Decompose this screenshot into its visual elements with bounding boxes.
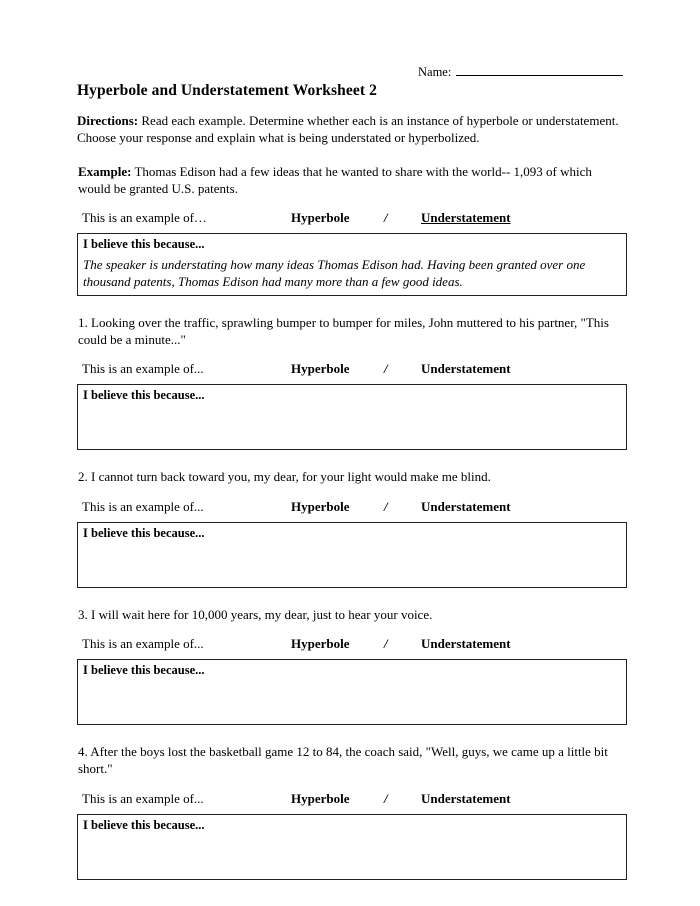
question-4 [77,743,627,880]
question-3 [77,606,627,725]
question-3-option-hyperbole[interactable]: Hyperbole [291,635,350,651]
question-3-choice-prompt: This is an example of... [82,635,204,651]
question-4-response-box[interactable] [77,814,627,880]
question-2-choice-row [82,499,627,515]
question-2-option-understatement[interactable]: Understatement [421,498,511,514]
question-1-choice-row [82,361,627,377]
question-1-option-hyperbole[interactable]: Hyperbole [291,361,350,377]
example-option-separator: / [384,210,388,226]
question-4-option-understatement[interactable]: Understatement [421,790,511,806]
worksheet-content [77,112,627,880]
question-3-response-label: I believe this because... [83,662,205,677]
directions-label: Directions: [77,113,139,128]
question-2-response-label: I believe this because... [83,525,205,540]
question-1-option-separator: / [384,361,388,377]
question-1-response-label: I believe this because... [83,388,205,403]
question-4-option-separator: / [384,790,388,806]
question-1-response-box[interactable] [77,384,627,450]
question-4-option-hyperbole[interactable]: Hyperbole [291,790,350,806]
name-field-row [418,64,623,80]
question-1-text: 1. Looking over the traffic, sprawling bumper to bumper for miles, John muttered to his partner, "This could be a minute..." [78,314,609,348]
question-3-text: 3. I will wait here for 10,000 years, my dear, just to hear your voice. [78,606,433,622]
directions-paragraph [77,112,627,147]
directions-text: Read each example. Determine whether each is an instance of hyperbole or understatement. Choose your response and explain what is being understated or hyperbolized. [77,113,619,146]
example-choice-row [82,210,627,226]
example-option-understatement[interactable]: Understatement [421,210,511,226]
page-title: Hyperbole and Understatement Worksheet 2 [77,82,377,99]
example-response-box [77,233,627,296]
question-2-choice-prompt: This is an example of... [82,498,204,514]
question-3-choice-row [82,636,627,652]
question-1-option-understatement[interactable]: Understatement [421,361,511,377]
question-4-text: 4. After the boys lost the basketball game 12 to 84, the coach said, "Well, guys, we came up a little bit short." [78,743,608,777]
question-2-option-separator: / [384,498,388,514]
question-2-text: 2. I cannot turn back toward you, my dear, for your light would make me blind. [78,469,491,485]
example-response-label: I believe this because... [83,237,205,252]
question-2 [77,468,627,587]
question-1-choice-prompt: This is an example of... [82,361,204,377]
question-1 [77,314,627,451]
question-4-choice-row [82,791,627,807]
example-stem [78,163,627,198]
question-3-option-separator: / [384,635,388,651]
question-2-option-hyperbole[interactable]: Hyperbole [291,498,350,514]
example-label: Example: [78,163,132,179]
example-response-text: The speaker is understating how many ideas Thomas Edison had. Having been granted over one thousand patents, Thomas Edison had many more than a few good ideas. [83,256,586,290]
question-4-response-label: I believe this because... [83,817,205,832]
example-choice-prompt: This is an example of… [82,210,207,226]
question-2-response-box[interactable] [77,522,627,588]
name-write-in-line[interactable] [456,64,623,76]
question-3-response-box[interactable] [77,659,627,725]
example-text: Thomas Edison had a few ideas that he wanted to share with the world-- 1,093 of which would be granted U.S. patents. [78,163,592,196]
question-4-choice-prompt: This is an example of... [82,790,204,806]
example-option-hyperbole[interactable]: Hyperbole [291,210,350,226]
name-label: Name: [418,65,452,79]
question-3-option-understatement[interactable]: Understatement [421,635,511,651]
